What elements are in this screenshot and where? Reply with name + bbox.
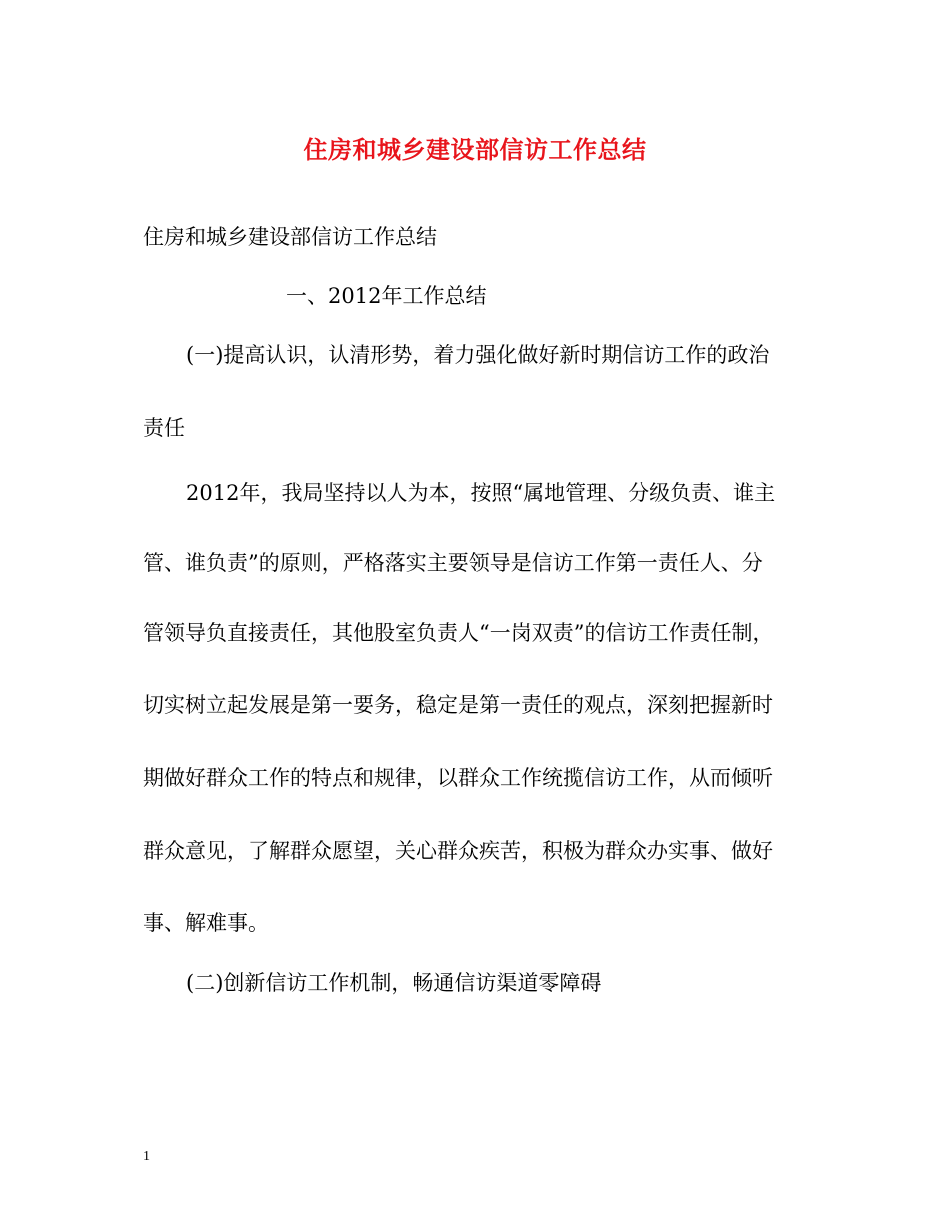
body-line: 切实树立起发展是第一要务，稳定是第一责任的观点，深刻把握新时	[143, 693, 773, 717]
subsection-heading-line-2: 责任	[143, 416, 185, 440]
section-heading: 一、2012年工作总结	[286, 284, 487, 308]
subsection-heading-line-1: (一)提高认识，认清形势，着力强化做好新时期信访工作的政治	[186, 343, 770, 367]
subsection-heading: (二)创新信访工作机制，畅通信访渠道零障碍	[186, 971, 602, 995]
body-line: 管、谁负责”的原则，严格落实主要领导是信访工作第一责任人、分	[143, 551, 763, 575]
body-line: 群众意见，了解群众愿望，关心群众疾苦，积极为群众办实事、做好	[143, 839, 773, 863]
subtitle-line: 住房和城乡建设部信访工作总结	[143, 225, 437, 249]
body-line: 管领导负直接责任，其他股室负责人“一岗双责”的信访工作责任制，	[143, 621, 774, 645]
body-line: 事、解难事。	[143, 911, 269, 935]
body-line: 期做好群众工作的特点和规律，以群众工作统揽信访工作，从而倾听	[143, 766, 773, 790]
body-line: 2012年，我局坚持以人为本，按照“属地管理、分级负责、谁主	[186, 481, 776, 505]
document-title: 住房和城乡建设部信访工作总结	[303, 135, 647, 164]
page-number: 1	[143, 1149, 150, 1164]
